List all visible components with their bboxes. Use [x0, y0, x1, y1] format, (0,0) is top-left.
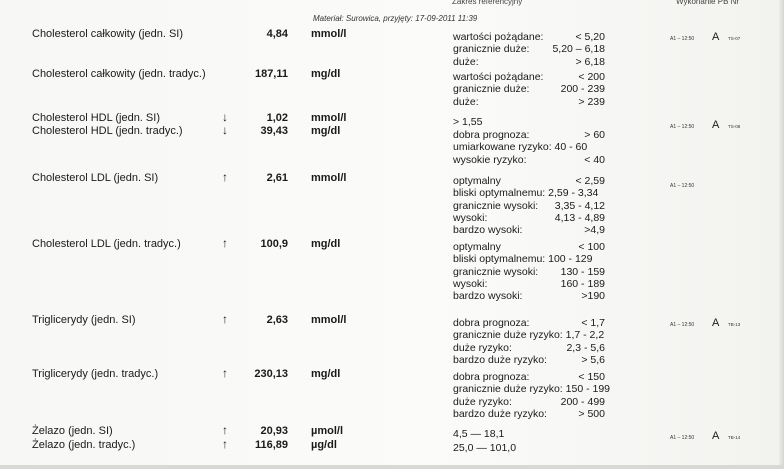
pb-number: TB-13 — [728, 322, 741, 327]
reference-label: bardzo duże ryzyko: — [453, 407, 547, 420]
reference-value: < 1,7 — [581, 317, 605, 329]
reference-label: 4,5 — 18,1 — [453, 428, 505, 440]
test-unit: mg/dl — [311, 238, 341, 250]
test-name: Cholesterol LDL (jedn. tradyc.) — [32, 238, 181, 250]
execution-header: Wykonanie PB Nr — [676, 0, 740, 6]
reference-label: duże ryzyko: — [453, 341, 512, 354]
reference-value: > 60 — [584, 129, 605, 141]
test-value: 2,61 — [266, 172, 288, 184]
trend-arrow-icon: ↑ — [222, 236, 228, 250]
test-unit: µg/dl — [311, 439, 337, 451]
test-value: 116,89 — [254, 439, 288, 451]
trend-arrow-icon: ↑ — [222, 366, 228, 380]
test-unit: mg/dl — [311, 68, 341, 80]
trend-arrow-icon: ↓ — [222, 123, 228, 137]
material-info: Materiał: Surowica, przyjęty: 17-09-2011 11:39 — [313, 14, 478, 23]
page-bottom-edge — [0, 465, 784, 469]
test-value: 2,63 — [266, 314, 288, 326]
reference-label: wysoki: — [453, 277, 488, 290]
reference-label: granicznie duże ryzyko: 1,7 - 2,2 — [453, 329, 605, 342]
reference-label: optymalny — [453, 175, 501, 187]
reference-label: bliski optymalnemu: 2,59 - 3,34 — [453, 187, 599, 200]
test-name: Cholesterol LDL (jedn. SI) — [32, 172, 159, 184]
execution-time: A1 – 12:50 — [670, 435, 695, 441]
reference-label: dobra prognoza: — [453, 129, 530, 141]
execution-time: A1 – 12:50 — [670, 36, 695, 42]
reference-label: bliski optymalnemu: 100 - 129 — [453, 253, 593, 266]
test-name: Triglicerydy (jedn. SI) — [32, 314, 136, 326]
test-unit: µmol/l — [311, 425, 344, 437]
pb-number: TS-07 — [728, 36, 741, 41]
test-name: Cholesterol całkowity (jedn. SI) — [32, 28, 184, 40]
reference-label: duże ryzyko: — [453, 395, 512, 408]
execution-flag: A — [712, 430, 720, 442]
execution-time: A1 – 12:50 — [670, 124, 695, 130]
reference-value: 200 - 239 — [560, 83, 605, 96]
test-value: 20,93 — [260, 425, 288, 437]
reference-value: > 239 — [578, 95, 605, 108]
reference-label: dobra prognoza: — [453, 371, 530, 383]
test-unit: mmol/l — [311, 314, 347, 326]
execution-flag: A — [712, 317, 720, 329]
page-shadow — [778, 0, 784, 469]
test-name: Cholesterol HDL (jedn. SI) — [32, 112, 160, 124]
reference-label: bardzo duże ryzyko: — [453, 353, 547, 366]
test-unit: mmol/l — [311, 28, 347, 40]
test-name: Żelazo (jedn. SI) — [32, 425, 113, 437]
test-value: 230,13 — [254, 368, 288, 380]
reference-label: granicznie duże: — [453, 83, 530, 96]
pb-number: TS-08 — [728, 124, 741, 129]
test-value: 39,43 — [260, 125, 288, 137]
reference-value: > 500 — [578, 407, 605, 420]
reference-label: granicznie wysoki: — [453, 199, 539, 212]
reference-value: < 200 — [578, 71, 605, 83]
test-unit: mmol/l — [311, 172, 347, 184]
execution-time: A1 – 12:50 — [670, 183, 695, 189]
execution-flag: A — [712, 31, 720, 43]
test-value: 100,9 — [260, 238, 288, 250]
reference-value: 3,35 - 4,12 — [554, 199, 605, 212]
reference-value: 4,13 - 4,89 — [554, 211, 605, 224]
reference-label: granicznie duże: — [453, 43, 530, 56]
trend-arrow-icon: ↓ — [222, 110, 228, 124]
test-name: Cholesterol HDL (jedn. tradyc.) — [32, 125, 183, 137]
reference-label: wysoki: — [453, 211, 488, 224]
test-unit: mmol/l — [311, 112, 347, 124]
reference-value: 130 - 159 — [560, 265, 605, 278]
trend-arrow-icon: ↑ — [222, 423, 228, 437]
reference-label: 25,0 — 101,0 — [453, 442, 517, 454]
reference-label: duże: — [453, 55, 479, 68]
reference-value: >4,9 — [584, 224, 605, 237]
test-unit: mg/dl — [311, 125, 341, 137]
reference-label: granicznie wysoki: — [453, 265, 539, 278]
reference-label: wysokie ryzyko: — [453, 153, 527, 166]
reference-value: < 150 — [578, 371, 605, 383]
reference-value: > 6,18 — [575, 55, 605, 68]
reference-label: bardzo wysoki: — [453, 290, 523, 303]
test-name: Żelazo (jedn. tradyc.) — [32, 439, 136, 451]
reference-value: 200 - 499 — [560, 395, 605, 408]
reference-label: bardzo wysoki: — [453, 224, 523, 237]
test-value: 4,84 — [266, 28, 288, 40]
reference-label: granicznie duże ryzyko: 150 - 199 — [453, 383, 611, 396]
reference-value: 160 - 189 — [560, 277, 605, 290]
reference-label: dobra prognoza: — [453, 317, 530, 329]
reference-label: duże: — [453, 95, 479, 108]
reference-value: < 100 — [578, 241, 605, 253]
pb-number: TB-14 — [728, 435, 741, 440]
reference-value: > 5,6 — [581, 353, 605, 366]
reference-label: wartości pożądane: — [453, 71, 544, 83]
test-value: 1,02 — [266, 112, 288, 124]
test-unit: mg/dl — [311, 368, 341, 380]
reference-value: 2,3 - 5,6 — [566, 341, 605, 354]
reference-label: umiarkowane ryzyko: 40 - 60 — [453, 141, 588, 154]
trend-arrow-icon: ↑ — [222, 312, 228, 326]
test-name: Triglicerydy (jedn. tradyc.) — [32, 368, 159, 380]
reference-range-header: Zakres referencyjny — [452, 0, 523, 6]
reference-value: 5,20 – 6,18 — [552, 43, 605, 56]
test-name: Cholesterol całkowity (jedn. tradyc.) — [32, 68, 206, 80]
reference-label: > 1,55 — [453, 116, 483, 128]
reference-value: < 2,59 — [575, 175, 605, 187]
reference-value: >190 — [581, 290, 605, 303]
test-value: 187,11 — [254, 68, 288, 80]
trend-arrow-icon: ↑ — [222, 437, 228, 451]
trend-arrow-icon: ↑ — [222, 170, 228, 184]
execution-flag: A — [712, 119, 720, 131]
reference-value: < 5,20 — [575, 31, 605, 43]
execution-time: A1 – 12:50 — [670, 322, 695, 328]
reference-label: optymalny — [453, 241, 501, 253]
reference-label: wartości pożądane: — [453, 31, 544, 43]
reference-value: < 40 — [584, 153, 605, 166]
